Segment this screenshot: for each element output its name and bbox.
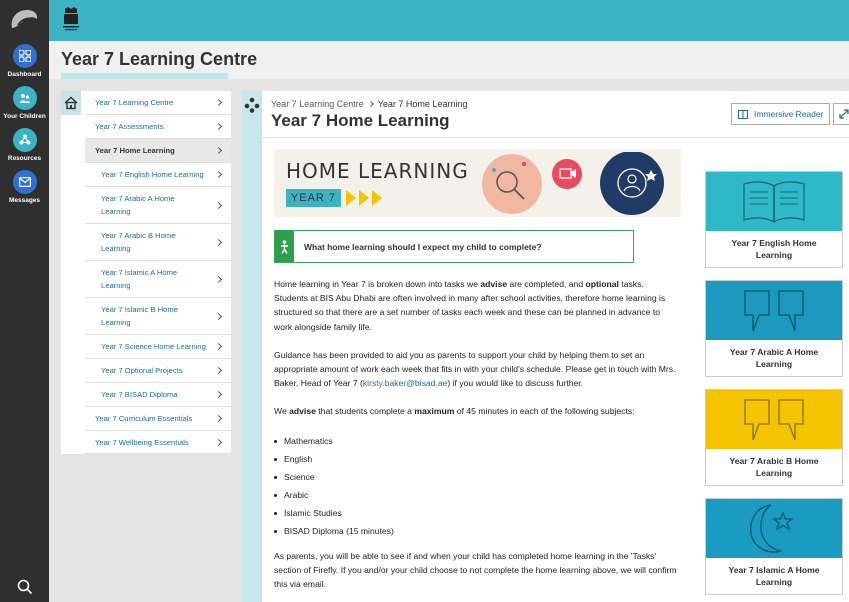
nav-item-wellbeing-essentials[interactable] bbox=[85, 431, 231, 454]
nav-item-label: Year 7 Optional Projects bbox=[101, 366, 183, 375]
nav-item-home-learning[interactable] bbox=[85, 139, 231, 163]
resources-icon bbox=[13, 128, 37, 152]
chevron-right-icon bbox=[215, 123, 222, 130]
list-item: BISAD Diploma (15 minutes) bbox=[274, 522, 394, 540]
list-item: Arabic bbox=[274, 486, 394, 504]
immersive-reader-button[interactable] bbox=[731, 103, 830, 125]
book-icon bbox=[706, 172, 842, 231]
nav-item-arabic-a-home-learning[interactable] bbox=[85, 187, 231, 224]
nav-item-optional-projects[interactable] bbox=[85, 359, 231, 383]
text-run: Home learning in Year 7 is broken down into tasks we bbox=[274, 279, 481, 289]
nav-item-english-home-learning[interactable] bbox=[85, 163, 231, 187]
subjects-list bbox=[274, 432, 394, 540]
card-arabic-a-home-learning[interactable] bbox=[705, 280, 843, 377]
person-icon bbox=[275, 231, 294, 262]
rail-your-children[interactable] bbox=[0, 86, 49, 120]
nav-item-science-home-learning[interactable] bbox=[85, 335, 231, 359]
search-icon[interactable] bbox=[16, 578, 34, 596]
nav-item-label: Year 7 BISAD Diploma bbox=[101, 390, 178, 399]
rail-label: Your Children bbox=[3, 113, 46, 120]
text-run-bold: advise bbox=[289, 406, 316, 416]
text-run: tasks. Students at BIS Abu Dhabi are often involved in many after school activities, therefore home learning is structured so that there are a set number of tasks each week and these can be planned in advance to work alongside family life. bbox=[274, 279, 666, 332]
faq-callout bbox=[274, 230, 634, 263]
nav-item-bisad-diploma[interactable] bbox=[85, 383, 231, 407]
chevron-right-icon bbox=[215, 438, 222, 445]
chevron-right-icon bbox=[215, 415, 222, 422]
left-navigation bbox=[61, 91, 231, 454]
banner-illustration-icon bbox=[479, 152, 679, 216]
chevron-right-icon bbox=[215, 99, 222, 106]
chevron-right-icon bbox=[215, 238, 222, 245]
rail-label: Messages bbox=[8, 197, 41, 204]
rail-dashboard[interactable] bbox=[0, 44, 49, 78]
banner-title: HOME LEARNING bbox=[286, 159, 469, 183]
nav-item-label: Year 7 Learning Centre bbox=[95, 98, 174, 107]
list-item: Mathematics bbox=[274, 432, 394, 450]
text-run: ) if you would like to discuss further. bbox=[447, 378, 584, 389]
nav-item-label: Year 7 Science Home Learning bbox=[101, 342, 206, 351]
email-link[interactable]: kirsty.baker@bisad.ae bbox=[362, 378, 448, 389]
expand-button[interactable] bbox=[833, 103, 849, 125]
text-run-bold: optional bbox=[585, 279, 619, 289]
card-label: Year 7 Arabic B Home Learning bbox=[729, 456, 819, 478]
card-label: Year 7 Islamic A Home Learning bbox=[728, 565, 820, 587]
chevron-right-icon bbox=[215, 171, 222, 178]
text-run: We bbox=[274, 406, 290, 416]
top-bar bbox=[49, 0, 849, 41]
main-panel bbox=[242, 91, 849, 602]
chevron-right-icon bbox=[215, 312, 222, 319]
list-item: Islamic Studies bbox=[274, 504, 394, 522]
nav-item-label: Year 7 Wellbeing Essentials bbox=[95, 437, 189, 447]
card-label: Year 7 English Home Learning bbox=[731, 238, 817, 260]
rail-label: Resources bbox=[7, 155, 42, 162]
chevron-right-icon bbox=[215, 367, 222, 374]
firefly-logo[interactable] bbox=[9, 8, 39, 30]
home-button[interactable] bbox=[61, 91, 81, 115]
expand-icon bbox=[839, 109, 849, 119]
paragraph-intro bbox=[274, 277, 679, 334]
nav-item-label: Year 7 Islamic B Home Learning bbox=[101, 305, 178, 327]
app-rail bbox=[0, 0, 49, 602]
card-arabic-b-home-learning[interactable] bbox=[705, 389, 843, 486]
nav-item-curriculum-essentials[interactable] bbox=[85, 407, 231, 431]
children-icon bbox=[13, 86, 37, 110]
home-icon bbox=[61, 91, 81, 115]
rail-messages[interactable] bbox=[0, 170, 49, 204]
banner-year-badge: YEAR 7 bbox=[286, 189, 341, 207]
chevron-right-icon bbox=[215, 201, 222, 208]
nav-item-arabic-b-home-learning[interactable] bbox=[85, 224, 231, 261]
list-item: Science bbox=[274, 468, 394, 486]
arrows-icon bbox=[344, 189, 386, 207]
page-heading: Year 7 Home Learning bbox=[271, 111, 450, 130]
dashboard-icon bbox=[13, 44, 37, 68]
chevron-right-icon bbox=[215, 343, 222, 350]
callout-text: What home learning should I expect my child to complete? bbox=[304, 241, 542, 252]
home-learning-banner bbox=[274, 149, 681, 217]
title-accent-bar bbox=[61, 73, 228, 79]
text-run: that students complete a bbox=[315, 406, 415, 416]
chevron-right-icon bbox=[215, 147, 222, 154]
sitemap-column bbox=[242, 91, 262, 602]
nav-item-assessments[interactable] bbox=[85, 115, 231, 139]
nav-item-label: Year 7 Home Learning bbox=[95, 146, 175, 155]
sitemap-icon[interactable] bbox=[244, 97, 260, 113]
messages-icon bbox=[13, 170, 37, 194]
nav-item-label: Year 7 Islamic A Home Learning bbox=[101, 268, 178, 290]
card-islamic-a-home-learning[interactable] bbox=[705, 498, 843, 595]
chevron-right-icon bbox=[215, 391, 222, 398]
nav-item-label: Year 7 English Home Learning bbox=[101, 170, 204, 179]
paragraph-advise bbox=[274, 404, 679, 418]
nav-item-label: Year 7 Arabic B Home Learning bbox=[101, 231, 176, 253]
immersive-reader-label: Immersive Reader bbox=[754, 109, 824, 119]
immersive-reader-icon bbox=[738, 110, 748, 119]
nav-item-label: Year 7 Curriculum Essentials bbox=[95, 414, 193, 423]
text-run: are completed, and bbox=[507, 279, 586, 289]
chevron-right-icon bbox=[215, 275, 222, 282]
quote-icon bbox=[706, 390, 842, 449]
list-item: English bbox=[274, 450, 394, 468]
rail-resources[interactable] bbox=[0, 128, 49, 162]
text-run: Guidance has been provided to aid you as parents to support your child by helping them to set an appropriate amount of work each week that fits in with your child's schedule. Please get in touch with Mrs. Baker, Head of Year 7 ( bbox=[274, 350, 676, 389]
nav-item-islamic-a-home-learning[interactable] bbox=[85, 261, 231, 298]
breadcrumb-current: Year 7 Home Learning bbox=[377, 99, 468, 109]
page-title: Year 7 Learning Centre bbox=[61, 49, 258, 69]
card-english-home-learning[interactable] bbox=[705, 171, 843, 268]
school-crest-icon[interactable] bbox=[61, 6, 81, 32]
breadcrumb-link[interactable]: Year 7 Learning Centre bbox=[271, 99, 364, 109]
rail-label: Dashboard bbox=[7, 71, 42, 78]
nav-item-learning-centre[interactable] bbox=[85, 91, 231, 115]
crescent-star-icon bbox=[706, 499, 842, 558]
text-run: of 45 minutes in each of the following subjects: bbox=[454, 406, 635, 416]
nav-item-label: Year 7 Arabic A Home Learning bbox=[101, 194, 175, 216]
paragraph-tasks: As parents, you will be able to see if and when your child has completed home learning in the 'Tasks' section of Firefly. If you and/or your child choose to not complete the home learning above, we will confirm this via email. bbox=[274, 551, 677, 590]
quote-icon bbox=[706, 281, 842, 340]
nav-item-islamic-b-home-learning[interactable] bbox=[85, 298, 231, 335]
breadcrumb bbox=[271, 99, 467, 109]
chevron-right-icon bbox=[368, 101, 374, 107]
card-label: Year 7 Arabic A Home Learning bbox=[729, 347, 819, 369]
nav-item-label: Year 7 Assessments bbox=[95, 122, 164, 131]
text-run-bold: maximum bbox=[414, 406, 455, 416]
text-run-bold: advise bbox=[480, 279, 508, 289]
paragraph-guidance bbox=[274, 348, 679, 391]
divider bbox=[262, 137, 849, 138]
